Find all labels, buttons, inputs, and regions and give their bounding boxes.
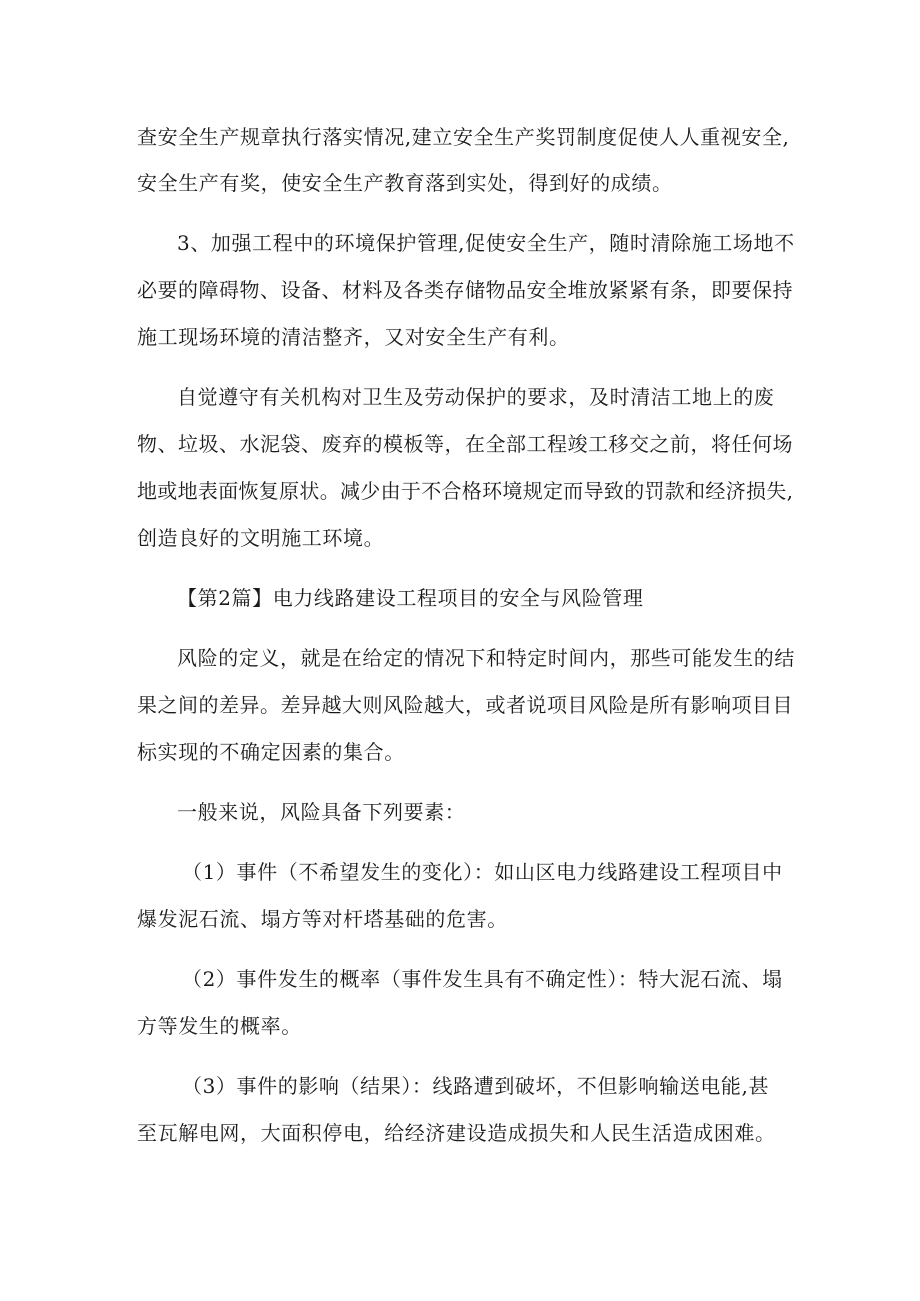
text-line: 地或地表面恢复原状。减少由于不合格环境规定而导致的罚款和经济损失, (137, 479, 794, 503)
text-line: 风险的定义，就是在给定的情况下和特定时间内，那些可能发生的结 (177, 646, 795, 670)
text-line: （2）事件发生的概率（事件发生具有不确定性）：特大泥石流、塌 (182, 967, 783, 991)
text-line: 自觉遵守有关机构对卫生及劳动保护的要求，及时清洁工地上的废 (177, 385, 775, 409)
text-line: 查安全生产规章执行落实情况,建立安全生产奖罚制度促使人人重视安全, (137, 125, 790, 149)
text-line: 果之间的差异。差异越大则风险越大，或者说项目风险是所有影响项目目 (137, 693, 793, 717)
text-line: 必要的障碍物、设备、材料及各类存储物品安全堆放紧紧有条，即要保持 (137, 278, 793, 302)
section-heading: 【第2篇】电力线路建设工程项目的安全与风险管理 (177, 586, 644, 610)
text-line: 爆发泥石流、塌方等对杆塔基础的危害。 (137, 907, 508, 931)
text-line: （1）事件（不希望发生的变化）：如山区电力线路建设工程项目中 (182, 860, 783, 884)
text-line: 3、加强工程中的环境保护管理,促使安全生产，随时清除施工场地不 (177, 231, 795, 255)
text-line: 施工现场环境的清洁整齐，又对安全生产有利。 (137, 325, 570, 349)
text-line: 至瓦解电网，大面积停电，给经济建设造成损失和人民生活造成困难。 (137, 1121, 776, 1145)
text-line: 创造良好的文明施工环境。 (137, 526, 385, 550)
text-line: 安全生产有奖，使安全生产教育落到实处，得到好的成绩。 (137, 171, 673, 195)
text-line: 一般来说，风险具备下列要素： (177, 800, 466, 824)
text-line: 标实现的不确定因素的集合。 (137, 740, 405, 764)
text-line: （3）事件的影响（结果）：线路遭到破坏，不但影响输送电能,甚 (182, 1074, 770, 1098)
text-line: 方等发生的概率。 (137, 1014, 302, 1038)
text-line: 物、垃圾、水泥袋、废弃的模板等，在全部工程竣工移交之前，将任何场 (137, 432, 793, 456)
